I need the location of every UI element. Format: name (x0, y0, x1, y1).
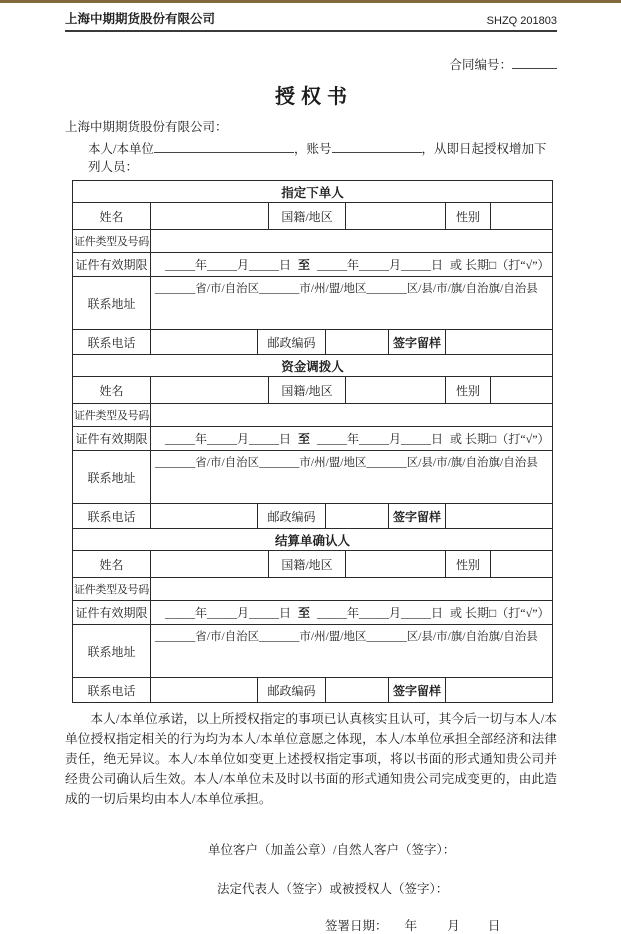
name-input-cell[interactable] (151, 551, 269, 578)
signature-sample-input-cell[interactable] (446, 330, 553, 355)
id-validity-input-cell[interactable] (151, 253, 553, 277)
address-input-cell[interactable] (151, 277, 553, 330)
day-label: 日 (487, 919, 501, 933)
id-validity-input-cell[interactable] (151, 427, 553, 451)
signature-sample-label: 签字留样 (389, 678, 446, 703)
section-title-order-placer: 指定下单人 (73, 181, 553, 203)
address-template-line: _______省/市/自治区_______市/州/盟/地区_______区/县/市/旗/自治旗/自治县 (155, 631, 538, 643)
name-row (73, 203, 553, 230)
gender-input-cell[interactable] (491, 551, 553, 578)
contract-number-blank[interactable] (512, 56, 557, 69)
gender-label: 性别 (446, 203, 491, 230)
year-label: 年 (404, 919, 418, 933)
id-type-row (73, 578, 553, 601)
phone-input-cell[interactable] (151, 330, 258, 355)
contract-number-label: 合同编号： (449, 58, 512, 72)
id-validity-row (73, 601, 553, 625)
company-name: 上海中期期货股份有限公司 (65, 12, 216, 26)
id-type-label: 证件类型及号码 (73, 578, 151, 601)
validity-to-label: 至 (298, 258, 311, 272)
address-label: 联系地址 (73, 451, 151, 504)
name-label: 姓名 (73, 551, 151, 578)
id-type-row (73, 230, 553, 253)
id-validity-row (73, 427, 553, 451)
signature-sample-input-cell[interactable] (446, 678, 553, 703)
validity-until: _____年_____月_____日 (317, 432, 444, 446)
section-title-fund-transferor: 资金调拨人 (73, 355, 553, 377)
gender-input-cell[interactable] (491, 377, 553, 404)
address-row (73, 625, 553, 678)
signature-sample-label: 签字留样 (389, 504, 446, 529)
declaration-paragraph: 本人/本单位承诺，以上所授权指定的事项已认真核实且认可，其今后一切与本人/本单位授权指定相关的行为均为本人/本单位意愿之体现，本人/本单位承担全部经济和法律责任，绝无异议。本人/本单位如变更上述授权指定事项，将以书面的形式通知贵公司并经贵公司确认后生效。本人/本单位未及时以书面的形式通知贵公司完成变更的，由此造成的一切后果均由本人/本单位承担。 (65, 712, 557, 806)
phone-label: 联系电话 (73, 330, 151, 355)
contract-number-line (65, 55, 557, 73)
name-label: 姓名 (73, 377, 151, 404)
applicant-name-blank[interactable] (154, 140, 294, 153)
id-validity-label: 证件有效期限 (73, 253, 151, 277)
authorization-table (72, 180, 553, 703)
phone-row (73, 504, 553, 529)
nationality-label: 国籍/地区 (269, 203, 346, 230)
phone-row (73, 330, 553, 355)
representative-signature-line: 法定代表人（签字）或被授权人（签字）： (217, 882, 449, 896)
section-header-row (73, 355, 553, 377)
postcode-input-cell[interactable] (326, 330, 389, 355)
validity-longterm-checkbox[interactable]: 或 长期□（打“√”） (450, 258, 550, 272)
page-title: 授权书 (275, 86, 353, 108)
validity-longterm-checkbox[interactable]: 或 长期□（打“√”） (450, 606, 550, 620)
id-type-input-cell[interactable] (151, 578, 553, 601)
postcode-label: 邮政编码 (258, 504, 326, 529)
document-header (65, 5, 557, 32)
section-header-row (73, 529, 553, 551)
nationality-input-cell[interactable] (346, 551, 446, 578)
address-row (73, 277, 553, 330)
id-type-row (73, 404, 553, 427)
nationality-label: 国籍/地区 (269, 551, 346, 578)
phone-row (73, 678, 553, 703)
validity-from: _____年_____月_____日 (165, 606, 292, 620)
postcode-label: 邮政编码 (258, 678, 326, 703)
applicant-label: 本人/本单位 (88, 142, 154, 156)
id-validity-input-cell[interactable] (151, 601, 553, 625)
signing-date-line (65, 916, 557, 934)
intro-line (65, 139, 557, 175)
name-input-cell[interactable] (151, 203, 269, 230)
id-validity-label: 证件有效期限 (73, 601, 151, 625)
form-code: SHZQ 201803 (486, 15, 557, 27)
section-title-statement-confirmer: 结算单确认人 (73, 529, 553, 551)
document-page (0, 3, 621, 934)
intro-tail: ，从即日起授权增加下列人员： (88, 142, 547, 174)
account-number-blank[interactable] (332, 140, 422, 153)
postcode-input-cell[interactable] (326, 504, 389, 529)
address-template-line: _______省/市/自治区_______市/州/盟/地区_______区/县/市/旗/自治旗/自治县 (155, 283, 538, 295)
id-type-label: 证件类型及号码 (73, 230, 151, 253)
gender-label: 性别 (446, 377, 491, 404)
id-type-input-cell[interactable] (151, 404, 553, 427)
signature-sample-input-cell[interactable] (446, 504, 553, 529)
id-type-label: 证件类型及号码 (73, 404, 151, 427)
validity-until: _____年_____月_____日 (317, 258, 444, 272)
signature-sample-label: 签字留样 (389, 330, 446, 355)
account-label: ，账号 (293, 142, 332, 156)
id-type-input-cell[interactable] (151, 230, 553, 253)
validity-from: _____年_____月_____日 (165, 432, 292, 446)
signing-date-label: 签署日期： (325, 919, 388, 933)
greeting-line: 上海中期期货股份有限公司： (65, 120, 228, 134)
section-header-row (73, 181, 553, 203)
validity-to-label: 至 (298, 432, 311, 446)
gender-label: 性别 (446, 551, 491, 578)
name-row (73, 377, 553, 404)
phone-input-cell[interactable] (151, 678, 258, 703)
validity-longterm-checkbox[interactable]: 或 长期□（打“√”） (450, 432, 550, 446)
address-label: 联系地址 (73, 277, 151, 330)
validity-from: _____年_____月_____日 (165, 258, 292, 272)
validity-until: _____年_____月_____日 (317, 606, 444, 620)
postcode-input-cell[interactable] (326, 678, 389, 703)
address-input-cell[interactable] (151, 451, 553, 504)
phone-label: 联系电话 (73, 504, 151, 529)
phone-label: 联系电话 (73, 678, 151, 703)
address-template-line: _______省/市/自治区_______市/州/盟/地区_______区/县/市/旗/自治旗/自治县 (155, 457, 538, 469)
client-signature-line: 单位客户（加盖公章）/自然人客户（签字）： (208, 843, 456, 857)
name-label: 姓名 (73, 203, 151, 230)
address-label: 联系地址 (73, 625, 151, 678)
name-input-cell[interactable] (151, 377, 269, 404)
month-label: 月 (447, 919, 460, 933)
gender-input-cell[interactable] (491, 203, 553, 230)
phone-input-cell[interactable] (151, 504, 258, 529)
id-validity-row (73, 253, 553, 277)
nationality-label: 国籍/地区 (269, 377, 346, 404)
nationality-input-cell[interactable] (346, 203, 446, 230)
id-validity-label: 证件有效期限 (73, 427, 151, 451)
address-row (73, 451, 553, 504)
address-input-cell[interactable] (151, 625, 553, 678)
name-row (73, 551, 553, 578)
postcode-label: 邮政编码 (258, 330, 326, 355)
nationality-input-cell[interactable] (346, 377, 446, 404)
validity-to-label: 至 (298, 606, 311, 620)
